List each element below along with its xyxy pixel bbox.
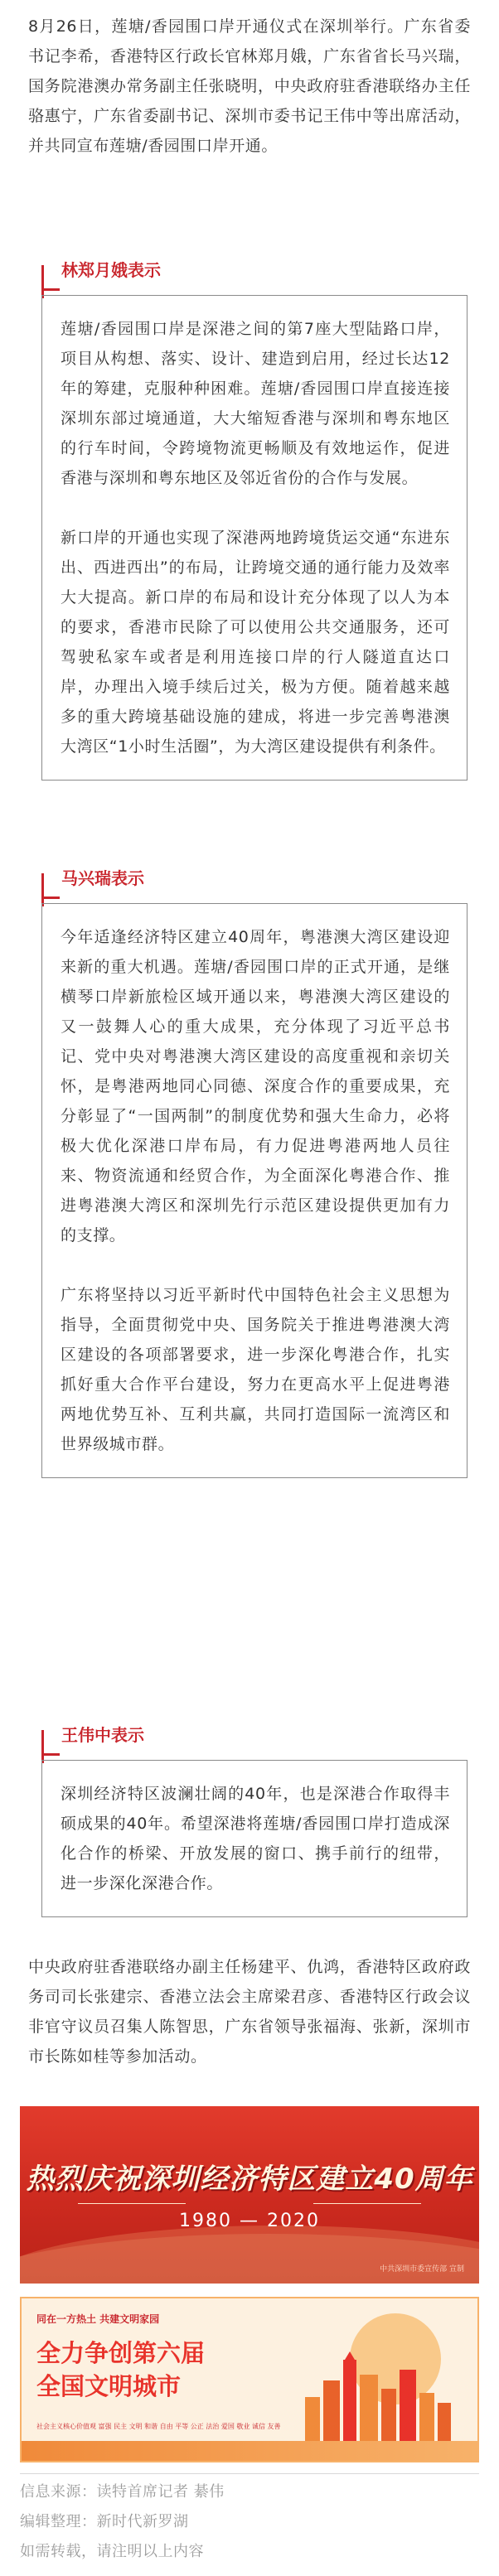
quote-paragraph: 今年适逢经济特区建立40周年，粤港澳大湾区建设迎来新的重大机遇。莲塘/香园围口岸的正式开通，是继横琴口岸新旅检区域开通以来，粤港澳大湾区建设的又一鼓舞人心的重大成果，充分体现了习近平总书记、党中央对粤港澳大湾区建设的高度重视和亲切关怀，是粤港两地同心同德、深度合作的重要成果，充分彰显了“一国两制”的制度优势和强大生命力，必将极大优化深港口岸布局，有力促进粤港两地人员往来、物资流通和经贸合作，为全面深化粤港合作、推进粤港澳大湾区和深圳先行示范区建设提供更加有力的支撑。 (61, 928, 450, 1245)
quote-paragraph: 新口岸的开通也实现了深港两地跨境货运交通“东进东出、西进西出”的布局，让跨境交通的通行能力及效率大大提高。新口岸的布局和设计充分体现了以人为本的要求，香港市民除了可以使用公共交通服务，还可驾驶私家车或者是利用连接口岸的行人隧道直达口岸，办理出入境手续后过关，极为方便。随着越来越多的重大跨境基础设施的建成，将进一步完善粤港澳大湾区“1小时生活圈”，为大湾区建设提供有利条件。 (61, 529, 450, 756)
quote-paragraph: 深圳经济特区波澜壮阔的40年，也是深港合作取得丰硕成果的40年。希望深港将莲塘/香园围口岸打造成深化合作的桥梁、开放发展的窗口、携手前行的纽带，进一步深化深港合作。 (61, 1785, 450, 1892)
title-decoration (41, 265, 44, 298)
city-skyline-icon (297, 2351, 454, 2443)
quote-paragraph: 莲塘/香园围口岸是深港之间的第7座大型陆路口岸，项目从构想、落实、设计、建造到启用，经过长达12年的筹建，克服种种困难。莲塘/香园围口岸直接连接深圳东部过境通道，大大缩短香港与深圳和粤东地区的行车时间，令跨境物流更畅顺及有效地运作，促进香港与深圳和粤东地区及邻近省份的合作与发展。 (61, 320, 450, 487)
banner-rule-left (78, 2203, 186, 2204)
intro-paragraph: 8月26日，莲塘/香园围口岸开通仪式在深圳举行。广东省委书记李希，香港特区行政长官林郑月娥，广东省省长马兴瑞，国务院港澳办常务副主任张晓明，中央政府驻香港联络办主任骆惠宁，广东省委副书记、深圳市委书记王伟中等出席活动，并共同宣布莲塘/香园围口岸开通。 (28, 17, 471, 155)
footer-reprint: 如需转载，请注明以上内容 (20, 2543, 204, 2560)
banner-rule-right (313, 2203, 421, 2204)
banner-org: 中共深圳市委宣传部 宣制 (380, 2265, 464, 2274)
footer-divider (20, 2473, 479, 2474)
ground-decoration (22, 2441, 477, 2461)
banner-headline-line1: 全力争创第六届 (36, 2339, 206, 2367)
banner-headline-line2: 全国文明城市 (36, 2372, 182, 2400)
civilized-city-banner (20, 2297, 479, 2462)
banner-headline (36, 2337, 205, 2403)
banner-headline: 热烈庆祝深圳经济特区建立40周年 (26, 2163, 473, 2196)
footer-source: 信息来源：读特首席记者 綦伟 (20, 2483, 225, 2501)
title-decoration-underline (41, 1753, 60, 1756)
title-decoration-underline (41, 288, 60, 291)
footer-editor: 编辑整理：新时代新罗湖 (20, 2513, 189, 2530)
title-decoration-underline (41, 897, 60, 899)
banner-values-text: 社会主义核心价值观 富强 民主 文明 和谐 自由 平等 公正 法治 爱国 敬业 诚信 友善 (36, 2423, 281, 2430)
anniversary-banner (20, 2106, 479, 2284)
closing-paragraph: 中央政府驻香港联络办副主任杨建平、仇鸿，香港特区政府政务司司长张建宗、香港立法会主席梁君彦、香港特区行政会议非官守议员召集人陈智思，广东省领导张福海、张新，深圳市市长陈如桂等参加活动。 (28, 1958, 471, 2066)
title-decoration (41, 1730, 44, 1763)
banner-years: 1980 — 2020 (179, 2211, 320, 2231)
section-title: 林郑月娥表示 (61, 260, 161, 280)
banner-wave-decoration (20, 2226, 479, 2284)
quote-box (41, 903, 468, 1478)
quote-box (41, 295, 468, 781)
quote-section-ma-xingrui (41, 867, 479, 1612)
banner-slogan: 同在一方热土 共建文明家园 (36, 2313, 160, 2325)
section-title: 王伟中表示 (61, 1725, 144, 1745)
quote-section-carrie-lam (41, 259, 479, 797)
title-decoration (41, 873, 44, 906)
quote-section-wang-weizhong (41, 1723, 479, 1922)
section-title: 马兴瑞表示 (61, 868, 144, 888)
quote-paragraph: 广东将坚持以习近平新时代中国特色社会主义思想为指导，全面贯彻党中央、国务院关于推进粤港澳大湾区建设的各项部署要求，进一步深化粤港合作，扎实抓好重大合作平台建设，努力在更高水平上促进粤港两地优势互补、互利共赢，共同打造国际一流湾区和世界级城市群。 (61, 1286, 450, 1453)
quote-box (41, 1760, 468, 1917)
